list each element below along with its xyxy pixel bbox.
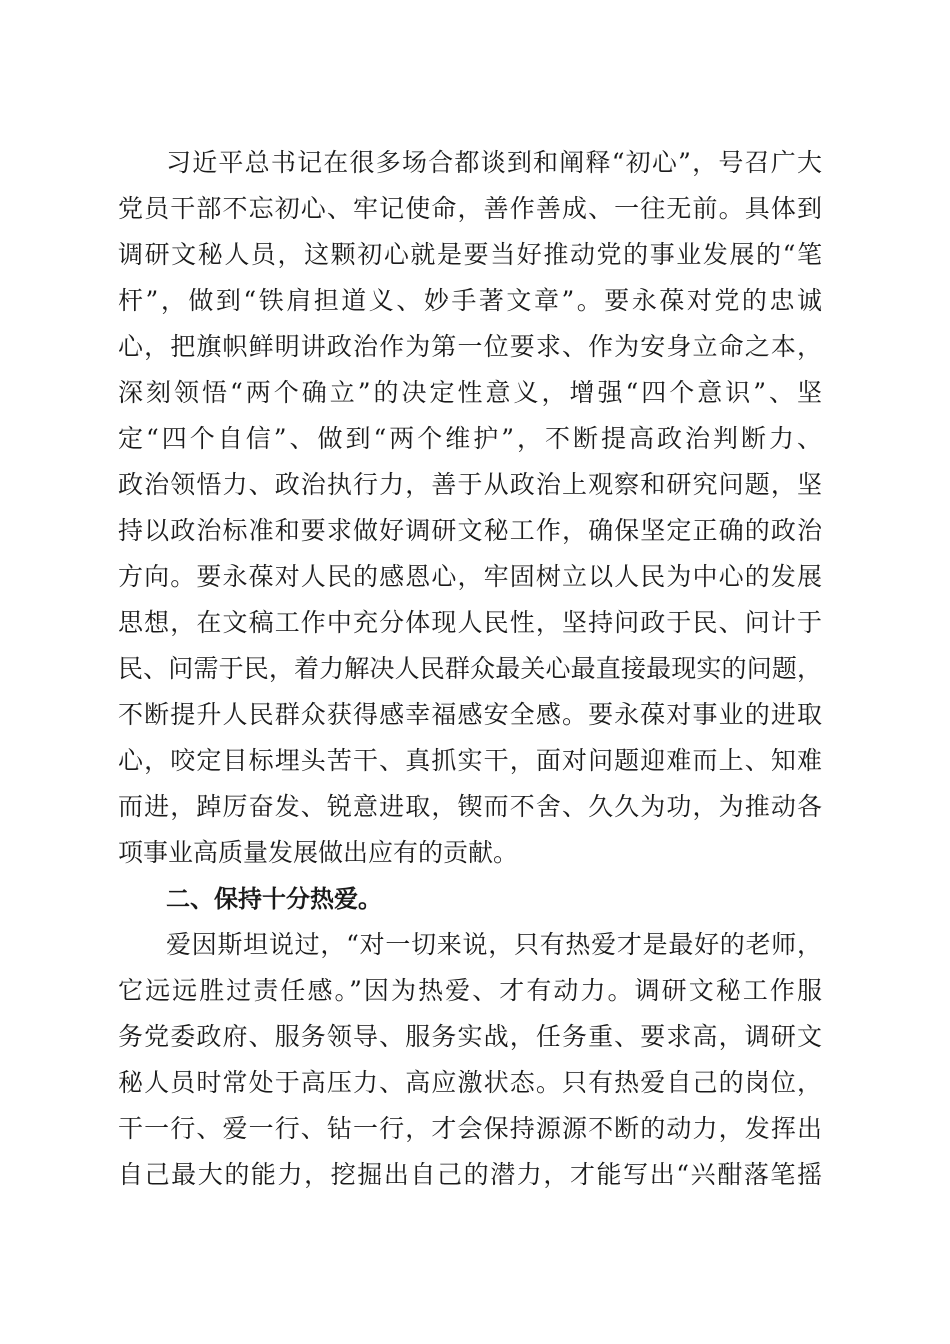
paragraph-line: 不断提升人民群众获得感幸福感安全感。要永葆对事业的进取: [118, 700, 822, 729]
paragraph-line: 定“四个自信”、做到“两个维护”，不断提高政治判断力、: [118, 424, 822, 453]
paragraph-line: 党员干部不忘初心、牢记使命，善作善成、一往无前。具体到: [118, 194, 822, 223]
paragraph-line: 方向。要永葆对人民的感恩心，牢固树立以人民为中心的发展: [118, 562, 822, 591]
paragraph-line: 杆”，做到“铁肩担道义、妙手著文章”。要永葆对党的忠诚: [118, 286, 822, 315]
paragraph-line: 心，咬定目标埋头苦干、真抓实干，面对问题迎难而上、知难: [118, 746, 822, 775]
paragraph-line: 爱因斯坦说过，“对一切来说，只有热爱才是最好的老师，: [166, 930, 822, 959]
paragraph-line: 调研文秘人员，这颗初心就是要当好推动党的事业发展的“笔: [118, 240, 822, 269]
paragraph-line: 项事业高质量发展做出应有的贡献。: [118, 838, 519, 867]
paragraph-line: 持以政治标准和要求做好调研文秘工作，确保坚定正确的政治: [118, 516, 822, 545]
paragraph-line: 干一行、爱一行、钻一行，才会保持源源不断的动力，发挥出: [118, 1114, 822, 1143]
paragraph-line: 秘人员时常处于高压力、高应激状态。只有热爱自己的岗位，: [118, 1068, 822, 1097]
paragraph-line: 民、问需于民，着力解决人民群众最关心最直接最现实的问题，: [118, 654, 822, 683]
paragraph-line: 自己最大的能力，挖掘出自己的潜力，才能写出“兴酣落笔摇: [118, 1160, 822, 1189]
section-heading: 二、保持十分热爱。: [166, 885, 382, 913]
paragraph-line: 思想，在文稿工作中充分体现人民性，坚持问政于民、问计于: [118, 608, 822, 637]
paragraph-line: 心，把旗帜鲜明讲政治作为第一位要求、作为安身立命之本，: [118, 332, 822, 361]
paragraph-line: 而进，踔厉奋发、锐意进取，锲而不舍、久久为功，为推动各: [118, 792, 822, 821]
paragraph-line: 政治领悟力、政治执行力，善于从政治上观察和研究问题，坚: [118, 470, 822, 499]
paragraph-line: 务党委政府、服务领导、服务实战，任务重、要求高，调研文: [118, 1022, 822, 1051]
paragraph-line: 习近平总书记在很多场合都谈到和阐释“初心”，号召广大: [166, 148, 822, 177]
paragraph-line: 它远远胜过责任感。”因为热爱、才有动力。调研文秘工作服: [118, 976, 822, 1005]
paragraph-line: 深刻领悟“两个确立”的决定性意义，增强“四个意识”、坚: [118, 378, 822, 407]
